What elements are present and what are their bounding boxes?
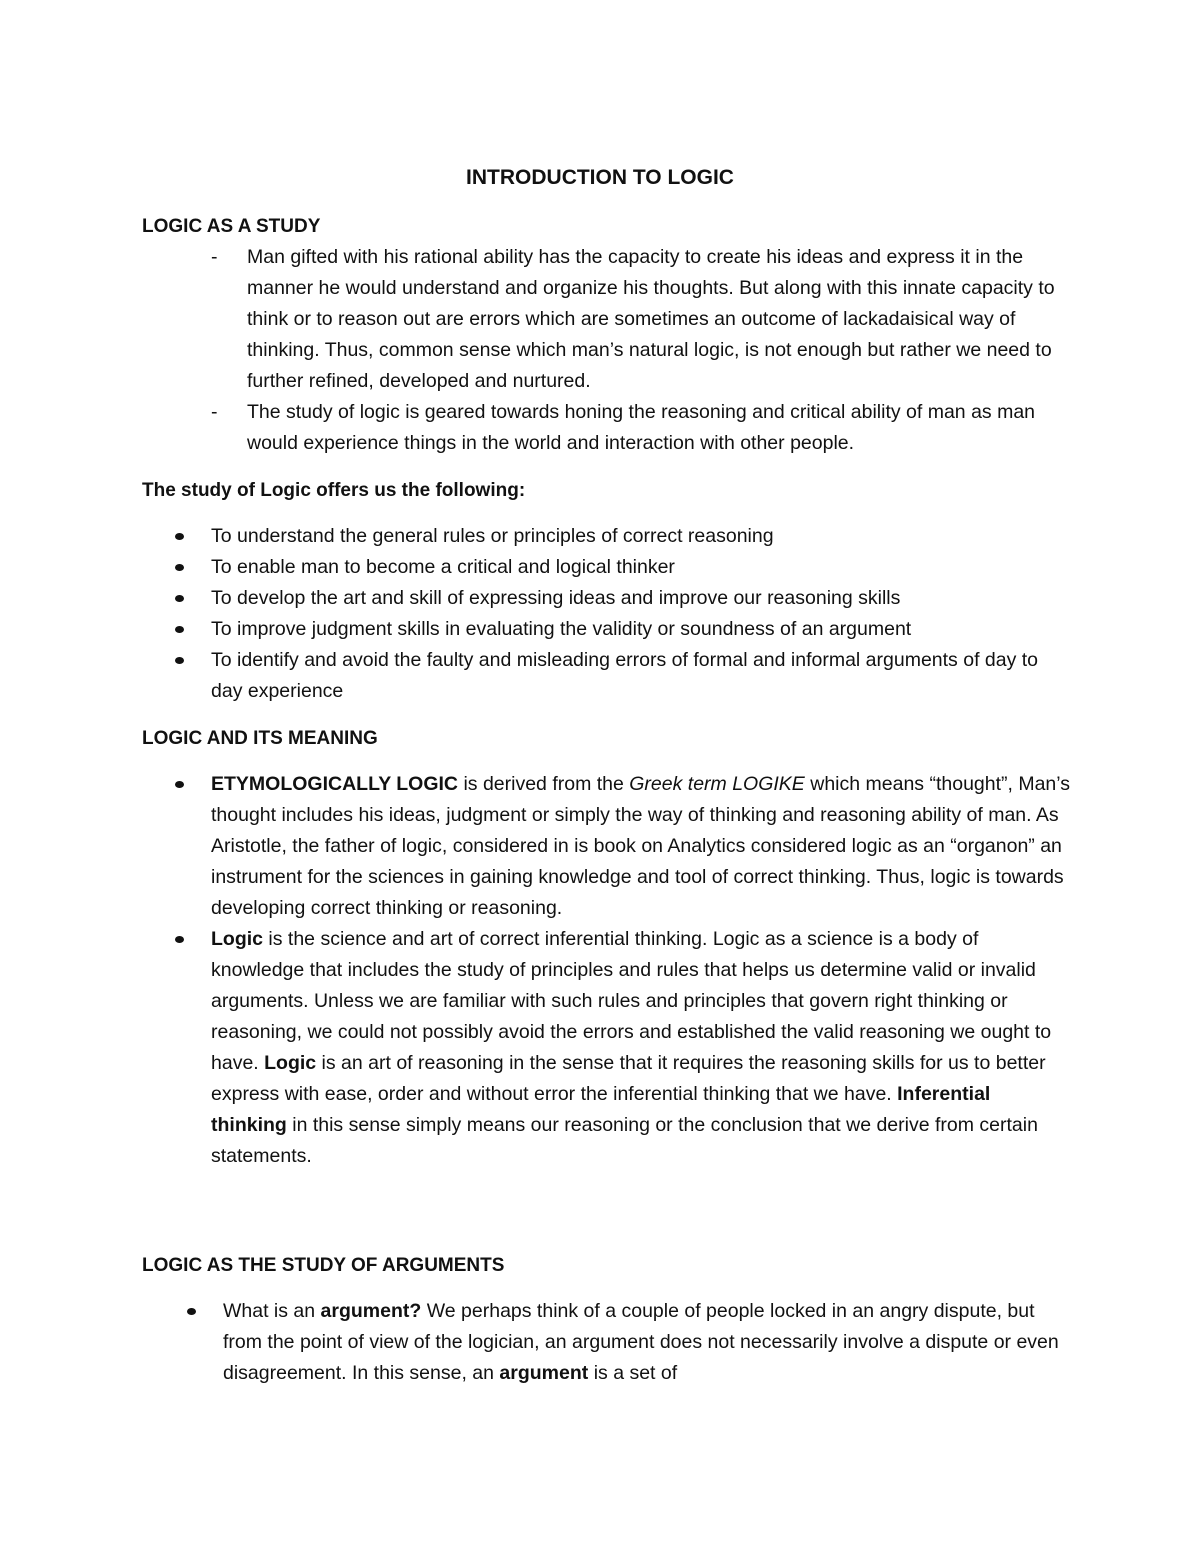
- text-fragment: which means “thought”, Man’s thought includes his ideas, judgment or simply the way of thinking and reasoning ability of man. As Aristotle, the father of logic, considered in is book on Analytics considered logic as an “organon” an instrument for the sciences in gaining knowledge and tool of correct thinking. Thus, logic is towards developing correct thinking or reasoning.: [211, 773, 1071, 919]
- list-item: [211, 645, 1071, 707]
- text-fragment: is derived from the: [458, 773, 630, 795]
- text-fragment: We perhaps think of a couple of people locked in an angry dispute, but from the point of view of the logician, an argument does not necessarily involve a dispute or even disagreement. In this sense, an: [223, 1300, 1059, 1384]
- term-inferential-thinking: Inferential thinking: [211, 1083, 991, 1136]
- bullet-marker: [175, 564, 184, 571]
- list-item: [211, 614, 1071, 645]
- bullet-marker: [175, 657, 184, 664]
- bullet-marker: [187, 1308, 196, 1315]
- list-item: [211, 521, 1071, 552]
- list-item-text: To improve judgment skills in evaluating the validity or soundness of an argument: [211, 618, 912, 640]
- list-item-text: To develop the art and skill of expressing ideas and improve our reasoning skills: [211, 587, 901, 609]
- text-fragment: is the science and art of correct inferential thinking. Logic as a science is a body of knowledge that includes the study of principles and rules that helps us determine valid or invalid arguments. Unless we are familiar with such rules and principles that govern right thinking or reasoning, we could not possibly avoid the errors and established the valid reasoning we ought to have.: [211, 928, 1052, 1074]
- bullet-list-logic-meaning: [211, 769, 1071, 1172]
- list-item-text: To understand the general rules or principles of correct reasoning: [211, 525, 774, 547]
- document-title: INTRODUCTION TO LOGIC: [466, 166, 734, 189]
- list-item-text: To enable man to become a critical and logical thinker: [211, 556, 675, 578]
- text-fragment: in this sense simply means our reasoning or the conclusion that we derive from certain statements.: [211, 1114, 1038, 1167]
- list-item-logic-definition: [211, 924, 1071, 1172]
- list-item: [211, 583, 1071, 614]
- list-item: [211, 552, 1071, 583]
- bullet-list-study-offers: [211, 521, 1071, 707]
- section-heading-study-offers: The study of Logic offers us the following:: [142, 480, 526, 501]
- dash-marker: -: [211, 401, 218, 423]
- list-item: [211, 397, 1077, 459]
- term-greek-logike: Greek term LOGIKE: [629, 773, 805, 795]
- section-heading-logic-as-a-study: LOGIC AS A STUDY: [142, 216, 321, 237]
- term-logic: Logic: [264, 1052, 317, 1074]
- section-heading-study-of-arguments: LOGIC AS THE STUDY OF ARGUMENTS: [142, 1255, 505, 1276]
- list-item: [211, 242, 1077, 397]
- bullet-marker: [175, 626, 184, 633]
- text-fragment: What is an: [223, 1300, 321, 1322]
- list-item-text: To identify and avoid the faulty and misleading errors of formal and informal arguments of day to day experience: [211, 649, 1039, 702]
- bullet-marker: [175, 533, 184, 540]
- list-item-text: The study of logic is geared towards honing the reasoning and critical ability of man as man would experience things in the world and interaction with other people.: [247, 401, 1036, 454]
- text-fragment: is a set of: [588, 1362, 678, 1384]
- text-fragment: is an art of reasoning in the sense that it requires the reasoning skills for us to better express with ease, order and without error the inferential thinking that we have.: [211, 1052, 1046, 1105]
- term-etymologically-logic: ETYMOLOGICALLY LOGIC: [211, 773, 459, 795]
- list-item-argument: [223, 1296, 1073, 1389]
- term-argument: argument?: [320, 1300, 422, 1322]
- dash-list-logic-as-a-study: [211, 242, 1077, 459]
- dash-marker: -: [211, 246, 218, 268]
- list-item-text: Man gifted with his rational ability has the capacity to create his ideas and express it in the manner he would understand and organize his thoughts. But along with this innate capacity to think or to reason out are errors which are sometimes an outcome of lackadaisical way of thinking. Thus, common sense which man’s natural logic, is not enough but rather we need to further refined, developed and nurtured.: [247, 246, 1055, 392]
- bullet-list-arguments: [223, 1296, 1073, 1389]
- list-item-etymology: [211, 769, 1071, 924]
- term-argument: argument: [499, 1362, 589, 1384]
- bullet-marker: [175, 936, 184, 943]
- term-logic: Logic: [211, 928, 263, 950]
- bullet-marker: [175, 781, 184, 788]
- bullet-marker: [175, 595, 184, 602]
- section-heading-logic-and-its-meaning: LOGIC AND ITS MEANING: [142, 728, 378, 749]
